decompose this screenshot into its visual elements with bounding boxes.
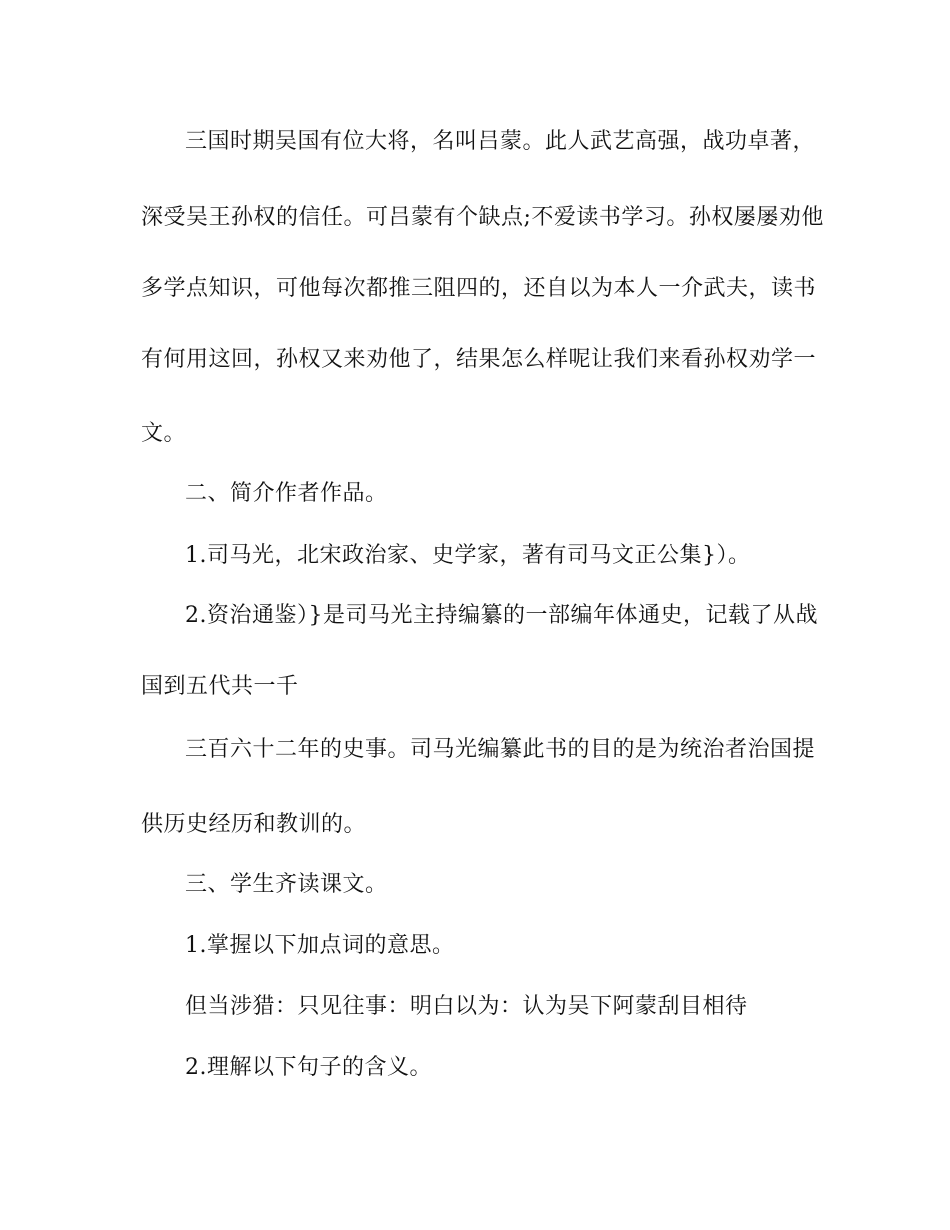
section-heading: 二、简介作者作品。 bbox=[185, 481, 388, 506]
paragraph-line: 文。 bbox=[141, 421, 187, 446]
vocabulary-line: 但当涉猎：只见往事：明白以为：认为吴下阿蒙刮目相待 bbox=[185, 994, 748, 1019]
list-item: 2.资治通鉴）}是司马光主持编纂的一部编年体通史，记载了从战 bbox=[185, 603, 818, 628]
list-item: 2.理解以下句子的含义。 bbox=[185, 1055, 432, 1080]
paragraph-line: 供历史经历和教训的。 bbox=[141, 812, 367, 837]
paragraph-line: 深受吴王孙权的信任。可吕蒙有个缺点;不爱读书学习。孙权屡屡劝他 bbox=[141, 205, 824, 230]
section-heading: 三、学生齐读课文。 bbox=[185, 872, 388, 897]
list-item: 1.掌握以下加点词的意思。 bbox=[185, 933, 455, 958]
list-item-continuation: 国到五代共一千 bbox=[141, 674, 299, 699]
paragraph-line: 三国时期吴国有位大将，名叫吕蒙。此人武艺高强，战功卓著， bbox=[185, 129, 816, 154]
list-item: 1.司马光，北宋政治家、史学家，著有司马文正公集}）。 bbox=[185, 543, 751, 568]
paragraph-line: 三百六十二年的史事。司马光编纂此书的目的是为统治者治国提 bbox=[185, 737, 816, 762]
paragraph-line: 多学点知识，可他每次都推三阻四的，还自以为本人一介武夫，读书 bbox=[141, 276, 817, 301]
paragraph-line: 有何用这回，孙权又来劝他了，结果怎么样呢让我们来看孙权劝学一 bbox=[141, 347, 817, 372]
